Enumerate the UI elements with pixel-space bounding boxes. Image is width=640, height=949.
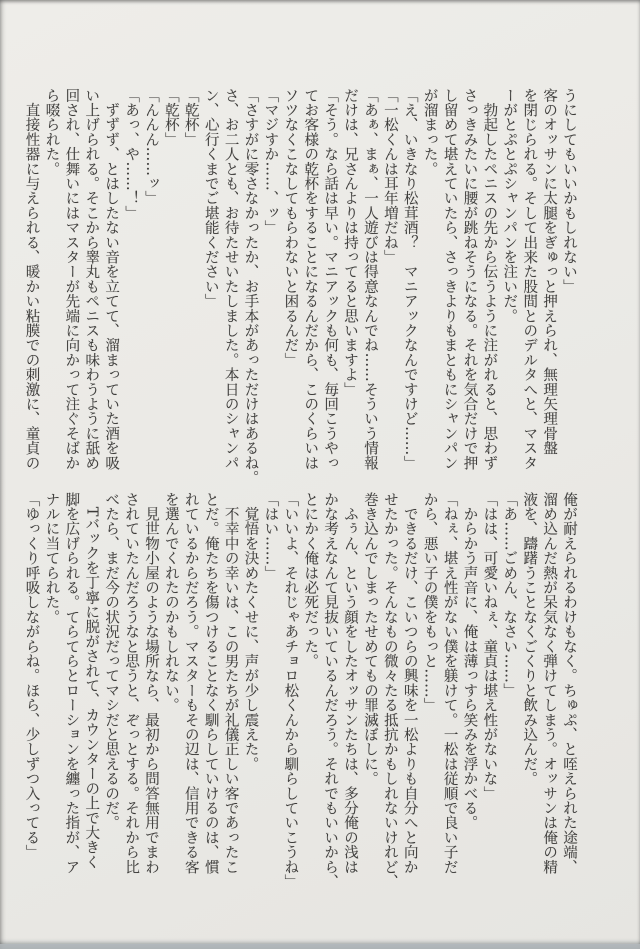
text-column: 「そう。なら話は早い。マニアックも何も、毎回こうやっ <box>322 88 339 471</box>
text-column: 俺が耐えられるわけもなく。ちゅぷ、と咥えられた途端、 <box>561 492 577 875</box>
text-column: 「はは、可愛いねぇ、童貞は堪え性がないな」 <box>481 492 498 801</box>
text-column: てお客様の乾杯をすることになるんだから、このくらいは <box>302 88 319 471</box>
text-column: 「乾杯」 <box>162 88 179 147</box>
text-column: 「あっ、や……！」 <box>123 88 140 221</box>
text-column: 「マジすか……、ッ」 <box>262 88 279 235</box>
text-column: を選んでくれたのかもしれない。 <box>162 492 179 713</box>
text-column: を閉じられる。そして出来た股間とのデルタへと、マスタ <box>521 88 538 471</box>
text-column: 勃起したペニスの先から伝うように注がれると、思わず <box>481 88 498 471</box>
text-column: ン、心行くまでご堪能ください」 <box>202 88 219 309</box>
bottom-page-text-block <box>20 492 578 888</box>
text-column: からかう声音に、俺は薄っすら笑みを浮かべる。 <box>461 492 478 831</box>
text-column: 直接性器に与えられる、暖かい粘膜での刺激に、童貞の <box>23 88 40 471</box>
text-column: 客のオッサンに太腿をぎゅっと押えられ、無理矢理骨盤 <box>541 88 558 456</box>
text-column: 回され、仕舞いにはマスターが先端に向かって注ぐそばか <box>63 88 80 471</box>
text-column: せたかった。そんなもの微々たる抵抗かもしれないけれど、 <box>381 492 398 889</box>
text-column: れているからだろう。マスターもその辺は、信用できる客 <box>182 492 199 875</box>
text-column: ナルに当てられた。 <box>43 492 60 625</box>
text-column: 「はい……」 <box>262 492 279 581</box>
text-column: 「あ……ごめん、なさい……」 <box>501 492 518 698</box>
text-column: とだ。俺たちを傷つけることなく馴らしていけるのは、慣 <box>202 492 219 875</box>
text-column: 「乾杯」 <box>182 88 199 147</box>
text-column: 脚を広げられる。てらてらとローションを纏った指が、ア <box>63 492 80 875</box>
text-column: ら啜られた。 <box>43 88 60 177</box>
text-column: さっきみたいに腰が跳ねそうになる。それを気合だけで押 <box>461 88 478 471</box>
text-column: できるだけ、こいつらの興味を一松よりも自分へと向か <box>401 492 418 875</box>
text-column: 「さすがに零さなかったか、お手本があっただけはあるね。 <box>242 88 259 485</box>
text-column: ずずず、とはしたない音を立てて、溜まっていた酒を吸 <box>103 88 120 471</box>
text-column: さ、お二人とも、お待たせいたしました。本日のシャンパ <box>222 88 239 471</box>
text-column: 液を、躊躇うことなくごくりと飲み込んだ。 <box>521 492 538 786</box>
text-column: うにしてもいいかもしれない」 <box>561 88 577 294</box>
text-column: 覚悟を決めたくせに、声が少し震えた。 <box>242 492 259 772</box>
text-column: 「んんん……ッ」 <box>142 88 159 206</box>
text-column: ーがとぷとぷシャンパンを注いだ。 <box>501 88 518 324</box>
text-column: 「え、いきなり松茸酒？ マニアックなんですけど……」 <box>401 88 418 471</box>
text-column: 溜め込んだ熱が呆気なく弾けてしまう。オッサンは俺の精 <box>541 492 558 875</box>
text-column: されていたんだろうなと思うと、ぞっとする。それから比 <box>123 492 140 875</box>
text-column: 「あぁ、まぁ、一人遊びは得意なんでね……そういう情報 <box>361 88 378 471</box>
text-column: 「ゆっくり呼吸しながらね。ほら、少しずつ入ってる」 <box>23 492 40 860</box>
text-column: 不幸中の幸いは、この男たちが礼儀正しい客であったこ <box>222 492 239 875</box>
text-column: 「ねぇ、堪え性がない僕を躾けて。一松は従順で良い子だ <box>441 492 458 875</box>
text-column: ふぅん、という顔をしたオッサンたちは、多分俺の浅は <box>342 492 359 875</box>
text-column: だけは、兄さんよりは持ってると思いますよ」 <box>342 88 359 397</box>
text-column: Tバックを丁寧に脱がされて、カウンターの上で大きく <box>83 492 100 870</box>
text-column: ソツなくこなしてもらわないと困るんだ」 <box>282 88 299 368</box>
top-page-text-block <box>20 88 578 484</box>
text-column: かな考えなんて見抜いているんだろう。それでもいいから、 <box>322 492 339 889</box>
text-column: 「いいよ、それじゃあチョロ松くんから馴らしていこうね」 <box>282 492 299 889</box>
text-column: から、悪い子の僕をもっと……」 <box>421 492 438 713</box>
text-column: 「一松くんは耳年増だね」 <box>381 88 398 265</box>
text-column: が溜まった。 <box>421 88 438 177</box>
text-column: とにかく俺は必死だった。 <box>302 492 319 669</box>
text-column: 見世物小屋のような場所なら、最初から問答無用でまわ <box>142 492 159 875</box>
text-column: 巻き込んでしまったせめてもの罪滅ぼしに。 <box>361 492 378 786</box>
text-column: べたら、まだ今の状況だってマシだと思えるのだ。 <box>103 492 120 831</box>
text-column: い上げられる。そこから睾丸もペニスも味わうように舐め <box>83 88 100 471</box>
text-column: し留めて堪えていたら、さっきよりもまともにシャンパン <box>441 88 458 471</box>
